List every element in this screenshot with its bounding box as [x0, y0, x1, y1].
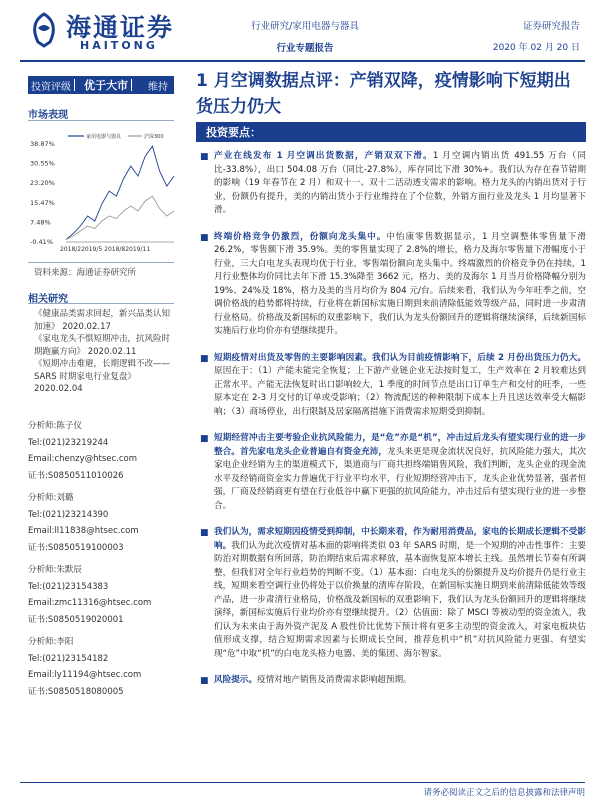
bullet-icon: ■	[200, 152, 209, 162]
analyst-cert: 证书:S0850519100003	[28, 542, 124, 553]
related-list	[34, 308, 176, 396]
bullet-icon: ■	[200, 232, 209, 243]
related-item[interactable]: 《健康品类需求回起，新兴品类认知加速》 2020.02.17	[34, 309, 171, 332]
y-tick-label: 15.47%	[30, 198, 55, 207]
y-tick-label: 7.48%	[30, 218, 51, 227]
analyst-cert: 证书:S0850519020001	[28, 614, 124, 625]
report-type: 行业专题报告	[276, 43, 334, 54]
y-tick-label: 30.55%	[30, 159, 55, 168]
report-title: 1 月空调数据点评：产销双降，疫情影响下短期出货压力仍大	[196, 71, 571, 117]
rating-value: 优于大市	[84, 79, 128, 92]
report-body	[200, 150, 586, 701]
market-chart	[28, 130, 178, 255]
related-item[interactable]: 《家电龙头不惧短期冲击，抗风险时期跑赢方向》 2020.02.11	[34, 334, 171, 357]
y-tick-label: 38.87%	[30, 140, 55, 148]
company-logo	[28, 8, 178, 54]
legend-label: 家用电器与器具	[86, 134, 122, 140]
report-date: 2020 年 02 月 20 日	[492, 43, 580, 53]
header-divider	[20, 60, 585, 62]
analyst-name: 分析师:李阳	[28, 637, 74, 647]
header-center	[240, 18, 370, 54]
rating-separator	[74, 79, 81, 91]
analyst-block	[28, 634, 178, 700]
paragraph: ■ 我们认为，需求短期因疫情受到抑制，中长期来看，作为耐用消费品，家电的长期成长逻辑不受影响。我们认为此次疫情对基本面的影响将类似 03 年 SARS 时期，是一个短期的冲击性事件：主要防治对期数据有所回落，防治期结束后需求释放，基本面恢复原本增长主线。虽然增长节奏有所调整，但我们对全年行业趋势的判断不变。（1）基本面：白电龙头的份额提升及均价提升仍是行业主线，短期来看空调行业仍将处于以价换量的清库存阶段，在新国标实施日期到来前清除低能效等级产品，进一步肃清行业格局，价格战及新国标的双重影响下，我们认为龙头份额回升的逻辑将继续演绎，新国标实施后行业均价亦有望继续提升。（2）估值面：除了 MSCI 等被动型的资金流入，我们认为未来由于海外资产泥及 A 股性价比优势下预计将有更多主动型的资金流入，对家电板块估值形成支撑，结合短期需求因素与长期成长空间，推荐危机中“机”对抗风险能力更强、有望实现“危”中取“机”的白电龙头格力电器、美的集团、海尔智家。	[200, 527, 586, 659]
analyst-email[interactable]: Email:ll11838@htsec.com	[28, 526, 139, 536]
analyst-block	[28, 418, 178, 484]
paragraph: ■ 短期经营冲击主要考验企业抗风险能力，是“危”亦是“机”，冲击过后龙头有望实现行业的进一步整合。首先家电龙头企业普遍自有资金充沛，龙头来更是现金流状况良好，抗风险能力强大，其次家电企业经销为主的渠道模式下，渠道商与厂商共担终端销售风险，我们判断，龙头企业的现金流水平及经销商资金实力普遍优于行业平均水平，行业短期经营冲击下，龙头企业优势显著，强者恒强，厂商及经销商更有望在行业低谷中赢下更强的抗风险能力，冲击过后有望实现行业的进一步整合。	[200, 433, 586, 511]
rating-action: 维持	[148, 81, 168, 93]
analyst-name: 分析师:陈子仪	[28, 421, 82, 431]
logo-cn: 海通证券	[66, 13, 175, 42]
paragraph: ■ 风险提示。疫情对地产销售及消费需求影响超预期。	[200, 674, 586, 688]
analyst-block	[28, 490, 178, 556]
industry-label: 行业研究/家用电器与器具	[251, 21, 359, 32]
y-tick-label: 23.20%	[30, 179, 55, 188]
analyst-tel: Tel:(021)23154182	[28, 653, 109, 664]
bullet-icon: ■	[200, 676, 209, 686]
analyst-cert: 证书:S0850518080005	[28, 686, 124, 697]
related-title: 相关研究	[28, 294, 68, 305]
analyst-cert: 证书:S0850511010026	[28, 470, 124, 481]
divider	[28, 120, 174, 121]
market-title: 市场表现	[28, 110, 68, 121]
rating-separator	[131, 79, 138, 91]
header-right	[470, 18, 580, 53]
paragraph: ■ 终端价格竞争仍激烈，份额向龙头集中。中怡康零售数据显示，1 月空调整体零售量下滑 26.2%，零售额下滑 35.9%。美的零售量实现了 2.8%的增长，格力及海尔零售量下滑幅度小于行业，三大白电龙头表现均优于行业，零售端份额向龙头集中。终端激烈的价格竞争仍在持续，1 月行业整体均价同比去年下滑 15.3%降至 3662 元，格力、美的及海尔 1 月当月价格降幅分别为 19%、24%及 18%，格力及美的当月均价为 804 元/台。后续来看，我们认为今年旺季之前，空调价格战的趋势都将持续，行业将在新国标实施日期到来前清除低能效等级产品，同时进一步肃清行业格局。价格战及新国标的双重影响下，我们认为龙头份额回升的逻辑将继续演绎，后续新国标实施后行业均价亦有望继续提升。	[200, 231, 586, 336]
analyst-email[interactable]: Email:zmc11316@htsec.com	[28, 598, 152, 608]
analyst-name: 分析师:刘璐	[28, 493, 74, 503]
analyst-tel: Tel:(021)23214390	[28, 509, 109, 520]
analyst-email[interactable]: Email:ly11194@htsec.com	[28, 670, 142, 680]
bullet-icon: ■	[200, 434, 209, 444]
footer-divider	[20, 782, 585, 783]
x-tick-label: 2018/22019/5 2018/82019/11	[60, 246, 151, 253]
legend-label: 沪深300	[144, 134, 164, 140]
analyst-email[interactable]: Email:chenzy@htsec.com	[28, 454, 138, 464]
y-tick-label: -0.41%	[30, 238, 53, 246]
divider	[28, 262, 174, 263]
key-points-label: 投资要点：	[206, 126, 261, 139]
rating-label: 投资评级	[31, 81, 71, 93]
footer-disclaimer: 请务必阅读正文之后的信息披露和法律声明	[423, 788, 585, 798]
chart-source: 资料来源：海通证券研究所	[34, 268, 137, 278]
rating-bar	[28, 76, 174, 94]
divider	[28, 303, 174, 304]
bullet-icon: ■	[200, 528, 209, 538]
haitong-logo-icon	[28, 12, 60, 48]
analyst-list	[28, 418, 178, 700]
analyst-tel: Tel:(021)23154383	[28, 581, 109, 592]
paragraph: ■ 短期疫情对出货及零售的主要影响因素。我们认为目前疫情影响下，后续 2 月份出货压力仍大。原因在于：（1）产能未能完全恢复；上下游产业链企业无法按时复工，生产效率在 2 月较难达到正常水平。产能无法恢复时出口影响较大，1 季度的时间节点是出口订单生产和交付的旺季，一些原本定在 2-3 月交付的订单或受影响；（2）物流配送的种种限制下成本上升且送达效率受大幅影响；（3）商场停业，出行限制及居家隔离措施下消费需求短期受到抑制。	[200, 352, 586, 417]
analyst-block	[28, 562, 178, 628]
right-label: 证券研究报告	[522, 21, 580, 32]
key-points-bar	[196, 122, 586, 142]
paragraph: ■ 产业在线发布 1 月空调出货数据，产销双双下滑。1 月空调内销出货 491.55 万台（同比-33.8%），出口 504.08 万台（同比-27.8%），库存同比下滑 30%+。我们认为存在春节错期的影响（19 年春节在 2 月）和双十一、双十二活动透支需求的影响。格力龙头的内销出货对于行业，份额仍有提升，美的内销出货小于行业维持在了个位数，外销方面行业及龙头 1 月均显著下滑。	[200, 151, 587, 215]
series-line	[66, 146, 174, 240]
related-item[interactable]: 《短期冲击难避，长期逻辑不改——SARS 时期家电行业复盘》 2020.02.04	[34, 359, 171, 394]
logo-en: HAITONG	[80, 39, 158, 52]
bullet-icon: ■	[200, 353, 209, 364]
series-line	[66, 196, 174, 240]
analyst-name: 分析师:朱默辰	[28, 565, 82, 575]
analyst-tel: Tel:(021)23219244	[28, 437, 109, 448]
